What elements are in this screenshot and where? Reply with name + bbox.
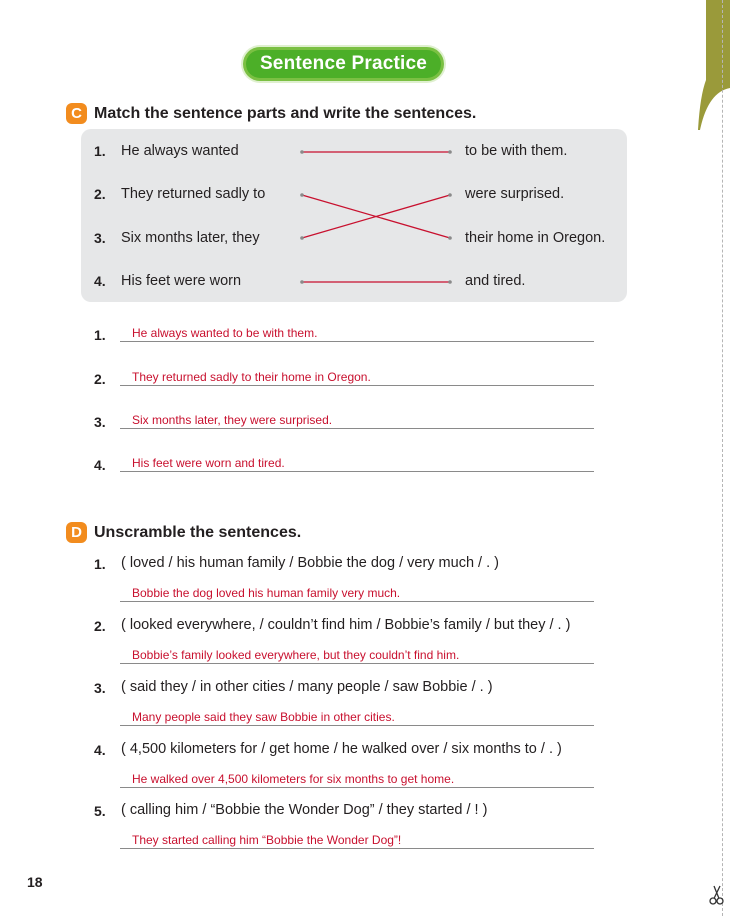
unscramble-num: 3.	[94, 680, 106, 696]
match-left-num: 2.	[94, 186, 106, 202]
match-left-item: He always wanted	[121, 143, 239, 159]
answer-line	[120, 787, 594, 788]
unscramble-prompt: ( looked everywhere, / couldn’t find him / Bobbie’s family / but they / . )	[121, 617, 571, 633]
unscramble-answer[interactable]: Bobbie’s family looked everywhere, but they couldn’t find him.	[132, 648, 460, 662]
unscramble-num: 4.	[94, 742, 106, 758]
match-left-item: His feet were worn	[121, 273, 242, 289]
match-right-item: their home in Oregon.	[465, 230, 606, 246]
section-c-badge: C	[66, 103, 87, 124]
unscramble-prompt: ( said they / in other cities / many people / saw Bobbie / . )	[121, 679, 493, 695]
answer-num: 3.	[94, 414, 106, 430]
unscramble-prompt: ( 4,500 kilometers for / get home / he walked over / six months to / . )	[121, 741, 562, 757]
match-left-num: 3.	[94, 230, 106, 246]
match-right-item: to be with them.	[465, 143, 568, 159]
match-left-num: 4.	[94, 273, 106, 289]
unscramble-answer[interactable]: Many people said they saw Bobbie in other cities.	[132, 710, 395, 724]
cut-line	[722, 0, 723, 916]
answer-num: 2.	[94, 371, 106, 387]
answer-line	[120, 848, 594, 849]
unscramble-answer[interactable]: He walked over 4,500 kilometers for six months to get home.	[132, 772, 455, 786]
page-title: Sentence Practice	[246, 50, 441, 78]
page-corner-tab	[698, 0, 730, 130]
unscramble-answer[interactable]: Bobbie the dog loved his human family very much.	[132, 586, 401, 600]
section-d-heading: Unscramble the sentences.	[94, 524, 302, 541]
answer-line	[120, 601, 594, 602]
answer-line	[120, 471, 594, 472]
answer-text[interactable]: Six months later, they were surprised.	[132, 413, 333, 427]
unscramble-prompt: ( loved / his human family / Bobbie the dog / very much / . )	[121, 555, 499, 571]
answer-line	[120, 341, 594, 342]
unscramble-num: 2.	[94, 618, 106, 634]
unscramble-num: 5.	[94, 803, 106, 819]
match-right-item: and tired.	[465, 273, 526, 289]
page-number: 18	[27, 874, 43, 890]
unscramble-num: 1.	[94, 556, 106, 572]
section-d-badge: D	[66, 522, 87, 543]
answer-num: 1.	[94, 327, 106, 343]
answer-line	[120, 725, 594, 726]
answer-line	[120, 385, 594, 386]
match-left-num: 1.	[94, 143, 106, 159]
answer-line	[120, 663, 594, 664]
section-c-heading: Match the sentence parts and write the sentences.	[94, 105, 477, 122]
answer-text[interactable]: They returned sadly to their home in Oregon.	[132, 370, 371, 384]
match-left-item: Six months later, they	[121, 230, 260, 246]
match-left-item: They returned sadly to	[121, 186, 266, 202]
answer-text[interactable]: His feet were worn and tired.	[132, 456, 285, 470]
answer-line	[120, 428, 594, 429]
match-right-item: were surprised.	[465, 186, 565, 202]
answer-num: 4.	[94, 457, 106, 473]
answer-text[interactable]: He always wanted to be with them.	[132, 326, 318, 340]
title-banner	[243, 47, 444, 81]
scissors-icon	[708, 884, 726, 906]
unscramble-prompt: ( calling him / “Bobbie the Wonder Dog” / they started / ! )	[121, 802, 488, 818]
unscramble-answer[interactable]: They started calling him “Bobbie the Wonder Dog”!	[132, 833, 402, 847]
